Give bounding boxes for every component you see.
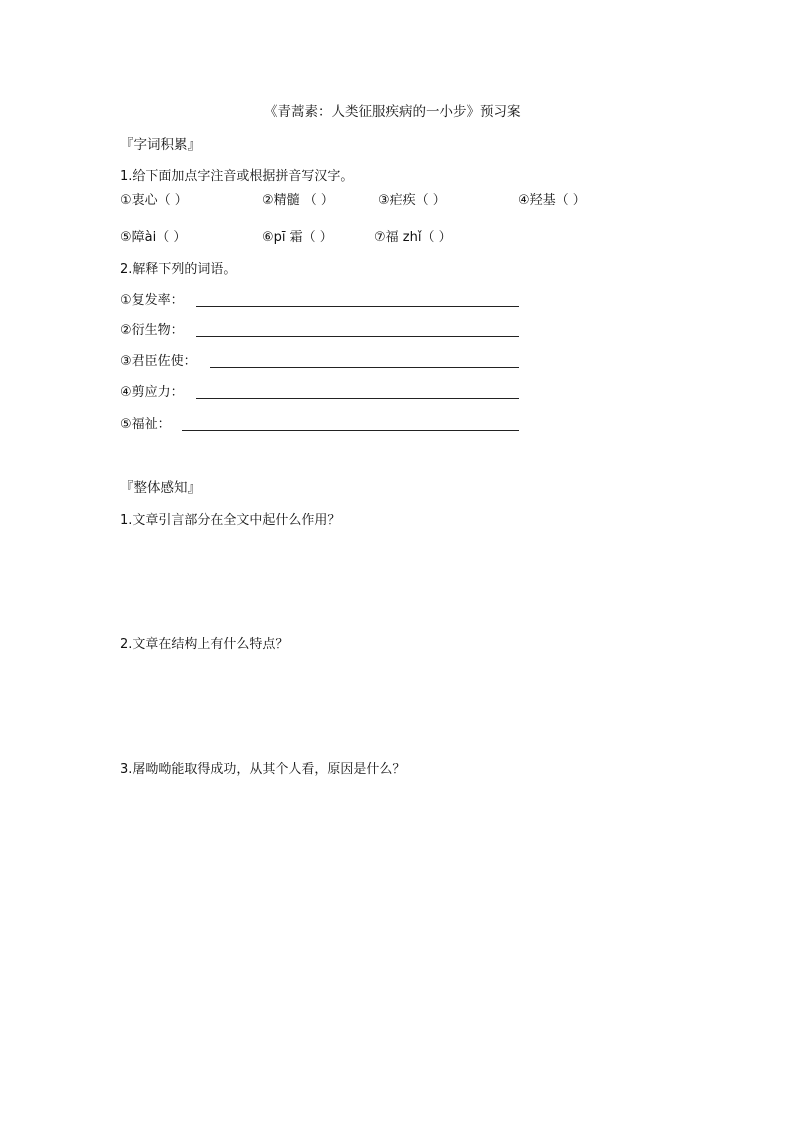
answer-line-term-4[interactable] [196, 398, 519, 399]
pinyin-item-5: ⑤障ài（ ） [120, 230, 187, 245]
comprehension-question-3: 3.屠呦呦能取得成功，从其个人看，原因是什么？ [120, 762, 406, 777]
pinyin-item-7: ⑦福 zhǐ（ ） [374, 230, 452, 245]
answer-line-term-5[interactable] [182, 430, 519, 431]
term-label-5: ⑤福祉： [120, 417, 171, 432]
question-2-prompt: 2.解释下列的词语。 [120, 262, 237, 277]
page-title: 《青蒿素：人类征服疾病的一小步》预习案 [264, 104, 521, 120]
term-label-3: ③君臣佐使： [120, 354, 197, 369]
section-heading-vocabulary: 『字词积累』 [120, 137, 201, 153]
answer-line-term-2[interactable] [196, 336, 519, 337]
answer-line-term-3[interactable] [210, 367, 519, 368]
comprehension-question-1: 1.文章引言部分在全文中起什么作用？ [120, 513, 341, 528]
section-heading-overall: 『整体感知』 [120, 480, 201, 496]
comprehension-question-2: 2.文章在结构上有什么特点？ [120, 637, 289, 652]
answer-line-term-1[interactable] [196, 306, 519, 307]
term-label-4: ④剪应力： [120, 385, 184, 400]
pinyin-item-2: ②精髓 （ ） [262, 193, 334, 208]
pinyin-item-3: ③疟疾（ ） [378, 193, 446, 208]
question-1-prompt: 1.给下面加点字注音或根据拼音写汉字。 [120, 169, 354, 184]
pinyin-item-1: ①衷心（ ） [120, 193, 188, 208]
term-label-2: ②衍生物： [120, 323, 184, 338]
pinyin-item-4: ④羟基（ ） [518, 193, 586, 208]
pinyin-item-6: ⑥pī 霜（ ） [262, 230, 333, 245]
term-label-1: ①复发率： [120, 293, 184, 308]
